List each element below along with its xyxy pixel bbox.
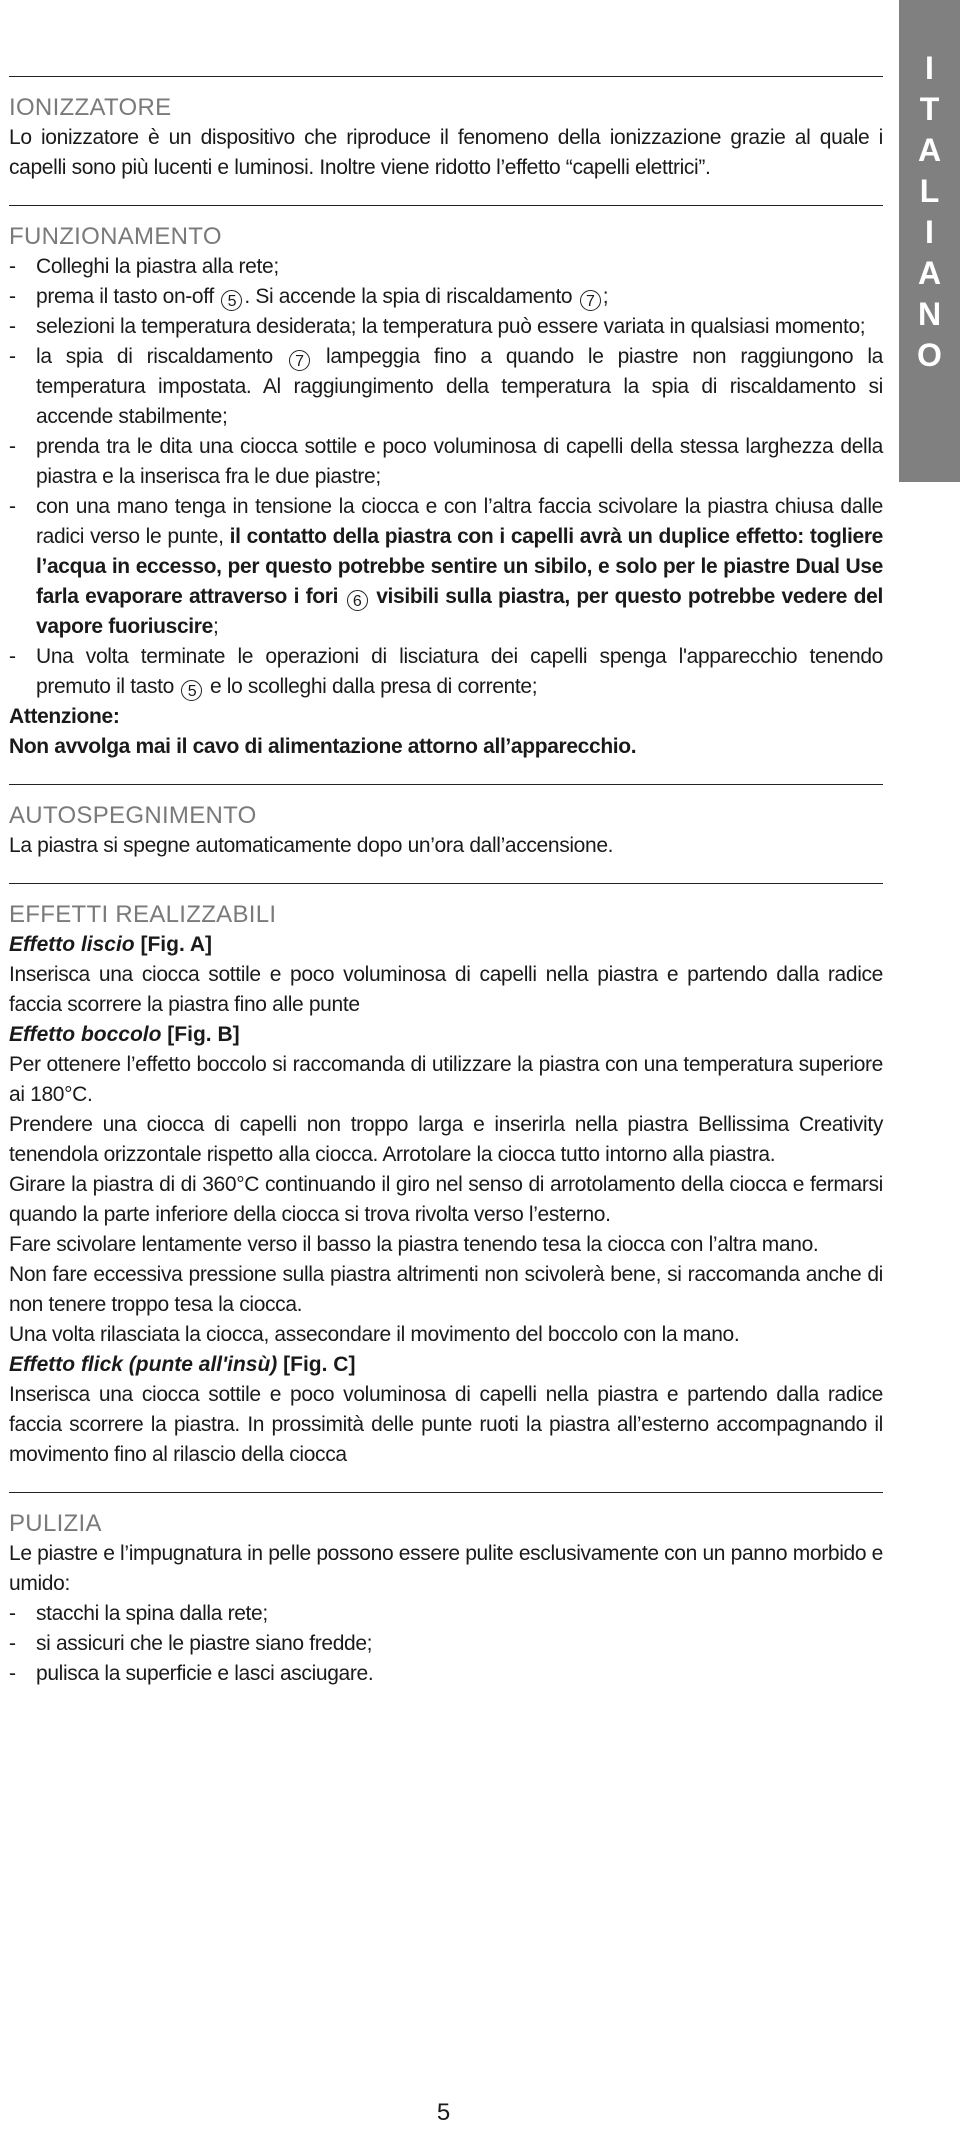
language-tab-letters: [899, 0, 960, 376]
paragraph: Girare la piastra di di 360°C continuando il giro nel senso di arrotolamento della ciocca e fermarsi quando la parte inferiore della ciocca si trova rivolta verso l’esterno.: [9, 1173, 883, 1226]
section-title: EFFETTI REALIZZABILI: [9, 901, 277, 928]
section-title: FUNZIONAMENTO: [9, 223, 222, 250]
subheading-boccolo: [9, 1020, 883, 1050]
paragraph: Fare scivolare lentamente verso il basso la piastra tenendo tesa la ciocca con l’altra mano.: [9, 1233, 819, 1256]
paragraph: Inserisca una ciocca sottile e poco voluminosa di capelli nella piastra e partendo dalla radice faccia scorrere la piastra. In prossimità delle punte ruoti la piastra all’esterno accompagnando il movimento fino al rilascio della ciocca: [9, 1383, 883, 1466]
language-letter: O: [917, 337, 942, 373]
item-text: selezioni la temperatura desiderata; la temperatura può essere variata in qualsiasi momento;: [36, 315, 866, 338]
item-text: stacchi la spina dalla rete;: [36, 1602, 268, 1625]
list-item: - la spia di riscaldamento 7 lampeggia fino a quando le piastre non raggiungono la temperatura impostata. Al raggiungimento della temperatura la spia di riscaldamento si accende stabilmente;: [9, 345, 883, 428]
item-text: Una volta terminate le operazioni di lisciatura dei capelli spenga l'apparecchio tenendo premuto il tasto: [36, 645, 883, 698]
item-text: ;: [602, 285, 609, 308]
list-item: - si assicuri che le piastre siano fredde;: [9, 1632, 373, 1655]
list-item: - Colleghi la piastra alla rete;: [9, 255, 279, 278]
attention-label: Attenzione:: [9, 705, 120, 728]
page-number: 5: [436, 2099, 451, 2126]
section-ionizzatore: [9, 77, 883, 183]
item-text: pulisca la superficie e lasci asciugare.: [36, 1662, 374, 1685]
item-text: prenda tra le dita una ciocca sottile e poco voluminosa di capelli della stessa larghezza della piastra e la inserisca fra le due piastre;: [36, 435, 883, 488]
language-letter: A: [917, 132, 942, 168]
item-bold-text: il contatto della piastra con i capelli avrà un duplice effetto: togliere l’acqua in eccesso, per questo potrebbe sentire un sibilo, e solo per le piastre Dual Use farla evaporare attraverso i fori: [36, 525, 883, 608]
figure-ref: [Fig. C]: [283, 1353, 356, 1376]
language-letter: I: [925, 50, 934, 86]
callout-number: 7: [289, 350, 310, 371]
language-letter: A: [917, 255, 942, 291]
attention-text: Non avvolga mai il cavo di alimentazione attorno all’apparecchio.: [9, 735, 637, 758]
section-funzionamento: [9, 206, 883, 762]
page-content: [9, 0, 883, 1689]
section-title: PULIZIA: [9, 1510, 102, 1537]
section-effetti: [9, 884, 883, 1470]
item-text: . Si accende la spia di riscaldamento: [244, 285, 573, 308]
paragraph: Prendere una ciocca di capelli non troppo larga e inserirla nella piastra Bellissima Creativity tenendola orizzontale rispetto alla ciocca. Arrotolare la ciocca tutto intorno alla piastra.: [9, 1113, 883, 1166]
item-text: prema il tasto on-off: [36, 285, 214, 308]
callout-number: 7: [580, 290, 601, 311]
list-item: - con una mano tenga in tensione la ciocca e con l’altra faccia scivolare la piastra chiusa dalle radici verso le punte, il contatto della piastra con i capelli avrà un duplice effetto: togliere l’acqua in eccesso, per questo potrebbe sentire un sibilo, e solo per le piastre Dual Use farla evaporare attraverso i fori 6 visibili sulla piastra, per questo potrebbe vedere del vapore fuoriuscire;: [9, 495, 883, 638]
section-pulizia: [9, 1493, 883, 1689]
autospegnimento-text: La piastra si spegne automaticamente dopo un’ora dall’accensione.: [9, 834, 614, 857]
language-letter: I: [925, 214, 934, 250]
language-tab: [899, 0, 960, 482]
list-item: - Una volta terminate le operazioni di lisciatura dei capelli spenga l'apparecchio tenendo premuto il tasto 5 e lo scolleghi dalla presa di corrente;: [9, 645, 883, 700]
subheading-liscio: [9, 930, 883, 960]
list-item: - selezioni la temperatura desiderata; la temperatura può essere variata in qualsiasi momento;: [9, 315, 866, 338]
figure-ref: [Fig. B]: [167, 1023, 240, 1046]
list-item: - prema il tasto on-off 5 . Si accende la spia di riscaldamento 7 ;: [9, 285, 609, 310]
pulizia-text: Le piastre e l’impugnatura in pelle possono essere pulite esclusivamente con un panno morbido e umido:: [9, 1542, 883, 1595]
list-item: - pulisca la superficie e lasci asciugare.: [9, 1662, 374, 1685]
item-text: la spia di riscaldamento: [36, 345, 273, 368]
item-text: Colleghi la piastra alla rete;: [36, 255, 279, 278]
paragraph: Una volta rilasciata la ciocca, assecondare il movimento del boccolo con la mano.: [9, 1323, 740, 1346]
section-title: IONIZZATORE: [9, 94, 172, 121]
item-text: e lo scolleghi dalla presa di corrente;: [209, 675, 538, 698]
ionizzatore-text: Lo ionizzatore è un dispositivo che riproduce il fenomeno della ionizzazione grazie al quale i capelli sono più lucenti e luminosi. Inoltre viene ridotto l’effetto “capelli elettrici”.: [9, 126, 883, 179]
language-letter: L: [919, 173, 940, 209]
language-letter: N: [917, 296, 942, 332]
language-letter: T: [919, 91, 940, 127]
paragraph: Non fare eccessiva pressione sulla piastra altrimenti non scivolerà bene, si raccomanda anche di non tenere troppo tesa la ciocca.: [9, 1263, 883, 1316]
effect-name: Effetto flick (punte all'insù): [9, 1353, 278, 1376]
callout-number: 6: [347, 590, 368, 611]
item-text: con una mano tenga in tensione la ciocca e con l’altra faccia scivolare la piastra chiusa dalle radici verso le punte,: [36, 495, 883, 548]
callout-number: 5: [181, 680, 202, 701]
figure-ref: [Fig. A]: [140, 933, 213, 956]
section-title: AUTOSPEGNIMENTO: [9, 802, 257, 829]
paragraph: Per ottenere l’effetto boccolo si raccomanda di utilizzare la piastra con una temperatura superiore ai 180°C.: [9, 1053, 883, 1106]
effect-name: Effetto liscio: [9, 933, 135, 956]
item-text: lampeggia fino a quando le piastre non raggiungono la temperatura impostata. Al raggiungimento della temperatura la spia di riscaldamento si accende stabilmente;: [36, 345, 883, 428]
item-bold-text: visibili sulla piastra, per questo potrebbe vedere del vapore fuoriuscire: [36, 585, 883, 638]
item-text: si assicuri che le piastre siano fredde;: [36, 1632, 373, 1655]
callout-number: 5: [221, 290, 242, 311]
section-autospegnimento: [9, 785, 883, 861]
paragraph: Inserisca una ciocca sottile e poco voluminosa di capelli nella piastra e partendo dalla radice faccia scorrere la piastra fino alle punte: [9, 963, 883, 1016]
list-item: - prenda tra le dita una ciocca sottile e poco voluminosa di capelli della stessa larghezza della piastra e la inserisca fra le due piastre;: [9, 435, 883, 488]
item-text: ;: [212, 615, 219, 638]
subheading-flick: [9, 1350, 883, 1380]
effect-name: Effetto boccolo: [9, 1023, 162, 1046]
list-item: - stacchi la spina dalla rete;: [9, 1602, 268, 1625]
